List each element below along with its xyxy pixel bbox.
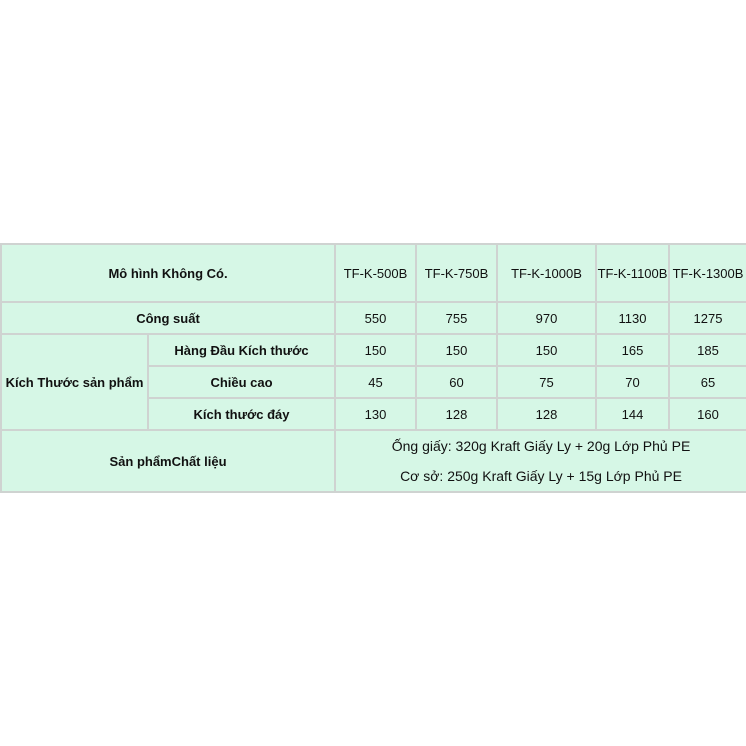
power-label: Công suất — [1, 302, 335, 334]
height-cell: 75 — [497, 366, 596, 398]
material-line: Ống giấy: 320g Kraft Giấy Ly + 20g Lớp Phủ PE — [335, 430, 746, 461]
model-cell: TF-K-750B — [416, 244, 497, 302]
height-cell: 45 — [335, 366, 416, 398]
model-cell: TF-K-500B — [335, 244, 416, 302]
bottom-diameter-cell: 160 — [669, 398, 746, 430]
height-cell: 65 — [669, 366, 746, 398]
power-cell: 970 — [497, 302, 596, 334]
spec-table — [0, 243, 746, 493]
top-diameter-cell: 165 — [596, 334, 669, 366]
top-diameter-cell: 150 — [335, 334, 416, 366]
table-row-top-diameter — [1, 334, 746, 366]
power-cell: 550 — [335, 302, 416, 334]
height-label: Chiều cao — [148, 366, 335, 398]
model-cell: TF-K-1000B — [497, 244, 596, 302]
bottom-diameter-label: Kích thước đáy — [148, 398, 335, 430]
size-group-label: Kích Thước sản phẩm — [1, 334, 148, 430]
bottom-diameter-cell: 130 — [335, 398, 416, 430]
bottom-diameter-cell: 144 — [596, 398, 669, 430]
top-diameter-cell: 150 — [497, 334, 596, 366]
bottom-diameter-cell: 128 — [416, 398, 497, 430]
spec-table-container — [0, 243, 746, 501]
top-diameter-label: Hàng Đầu Kích thước — [148, 334, 335, 366]
table-row-model — [1, 244, 746, 302]
model-label: Mô hình Không Có. — [1, 244, 335, 302]
top-diameter-cell: 185 — [669, 334, 746, 366]
height-cell: 70 — [596, 366, 669, 398]
material-label: Sản phẩmChất liệu — [1, 430, 335, 492]
table-row-material-1 — [1, 430, 746, 461]
top-diameter-cell: 150 — [416, 334, 497, 366]
power-cell: 1130 — [596, 302, 669, 334]
table-row-power — [1, 302, 746, 334]
model-cell: TF-K-1300B — [669, 244, 746, 302]
power-cell: 1275 — [669, 302, 746, 334]
model-cell: TF-K-1100B — [596, 244, 669, 302]
power-cell: 755 — [416, 302, 497, 334]
bottom-diameter-cell: 128 — [497, 398, 596, 430]
material-line: Cơ sở: 250g Kraft Giấy Ly + 15g Lớp Phủ PE — [335, 461, 746, 492]
height-cell: 60 — [416, 366, 497, 398]
